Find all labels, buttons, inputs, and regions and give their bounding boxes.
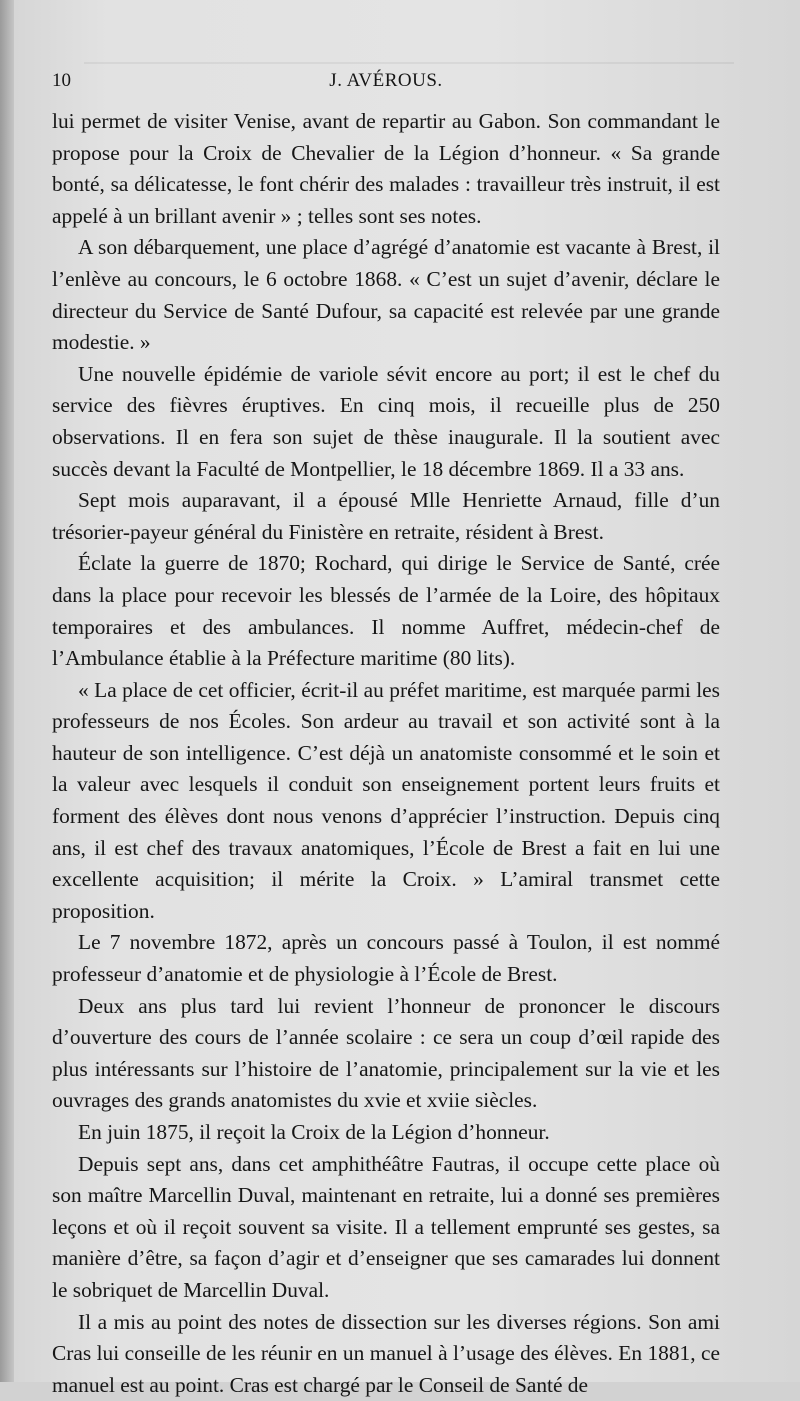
page-number: 10	[52, 70, 71, 91]
page-gutter-shadow	[0, 0, 14, 1382]
paragraph: Le 7 novembre 1872, après un concours passé à Toulon, il est nommé professeur d’anatomie et de physiologie à l’École de Brest.	[52, 930, 720, 987]
paragraph: lui permet de visiter Venise, avant de repartir au Gabon. Son commandant le propose pour la Croix de Chevalier de la Légion d’honneur. « Sa grande bonté, sa délicatesse, le font chérir des malades : travailleur très instruit, il est appelé à un brillant avenir » ; telles sont ses notes.	[52, 109, 720, 228]
page-header	[52, 70, 720, 104]
running-head: J. AVÉROUS.	[329, 70, 443, 91]
paragraph: Depuis sept ans, dans cet amphithéâtre Fautras, il occupe cette place où son maître Marcellin Duval, maintenant en retraite, lui a donné ses premières leçons et où il reçoit souvent sa visite. Il a tellement emprunté ses gestes, sa manière d’être, sa façon d’agir et d’enseigner que ses camarades lui donnent le sobriquet de Marcellin Duval.	[52, 1151, 720, 1302]
paragraph: Deux ans plus tard lui revient l’honneur de prononcer le discours d’ouverture des cours de l’année scolaire : ce sera un coup d’œil rapide des plus intéressants sur l’histoire de l’anatomie, principalement sur la vie et les ouvrages des grands anatomistes du xvie et xviie siècles.	[52, 993, 720, 1113]
paragraph: Il a mis au point des notes de dissection sur les diverses régions. Son ami Cras lui conseille de les réunir en un manuel à l’usage des élèves. En 1881, ce manuel est au point. Cras est chargé par le Conseil de Santé de	[52, 1309, 720, 1397]
paragraph: Éclate la guerre de 1870; Rochard, qui dirige le Service de Santé, crée dans la place pour recevoir les blessés de l’armée de la Loire, des hôpitaux temporaires et des ambulances. Il nomme Auffret, médecin-chef de l’Ambulance établie à la Préfecture maritime (80 lits).	[52, 551, 720, 671]
paragraph: En juin 1875, il reçoit la Croix de la Légion d’honneur.	[78, 1120, 550, 1144]
paragraph: Une nouvelle épidémie de variole sévit encore au port; il est le chef du service des fièvres éruptives. En cinq mois, il recueille plus de 250 observations. Il en fera son sujet de thèse inaugurale. Il la soutient avec succès devant la Faculté de Montpellier, le 18 décembre 1869. Il a 33 ans.	[52, 361, 720, 481]
paragraph: « La place de cet officier, écrit-il au préfet maritime, est marquée parmi les professeurs de nos Écoles. Son ardeur au travail et son activité sont à la hauteur de son intelligence. C’est déjà un anatomiste consommé et le soin et la valeur avec lesquels il conduit son enseignement portent leurs fruits et forment des élèves dont nous venons d’apprécier l’instruction. Depuis cinq ans, il est chef des travaux anatomiques, l’École de Brest a fait en lui une excellente acquisition; il mérite la Croix. » L’amiral transmet cette proposition.	[52, 677, 720, 923]
body-text	[52, 106, 720, 1401]
paragraph: Sept mois auparavant, il a épousé Mlle Henriette Arnaud, fille d’un trésorier-payeur général du Finistère en retraite, résident à Brest.	[52, 488, 720, 544]
paragraph: A son débarquement, une place d’agrégé d’anatomie est vacante à Brest, il l’enlève au concours, le 6 octobre 1868. « C’est un sujet d’avenir, déclare le directeur du Service de Santé Dufour, sa capacité est relevée par une grande modestie. »	[52, 235, 720, 355]
